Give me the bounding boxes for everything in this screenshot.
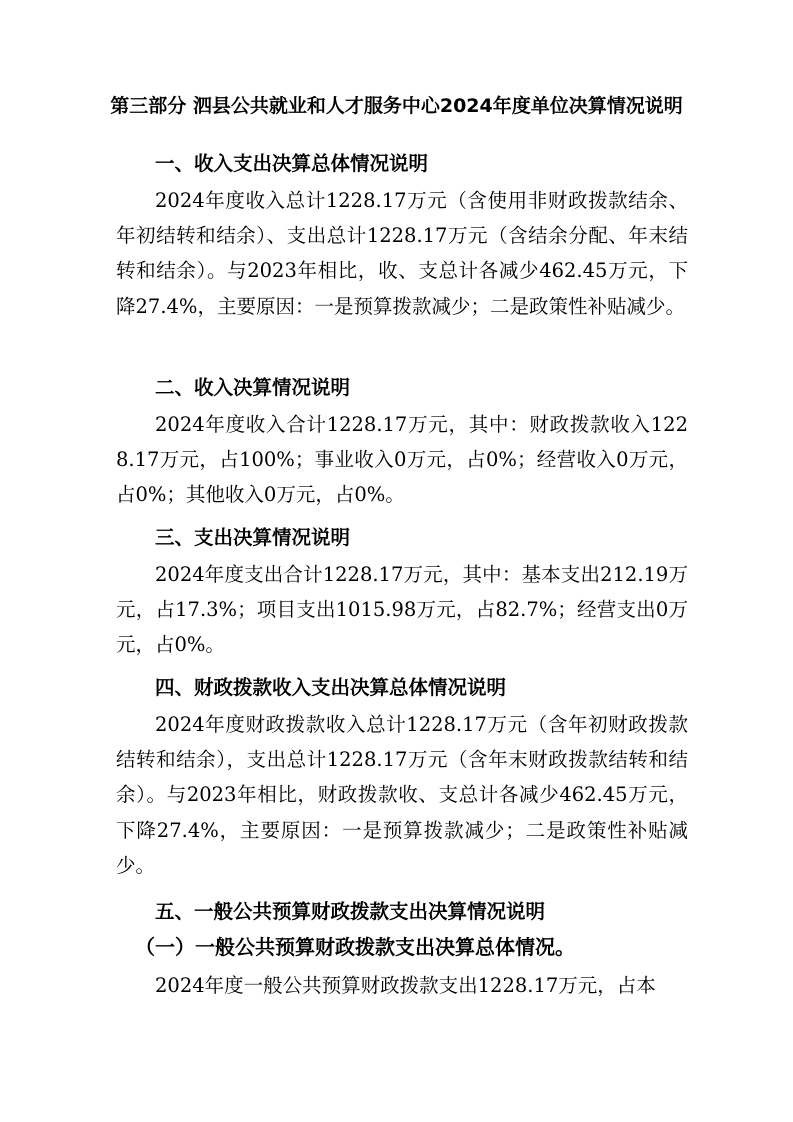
section-paragraph-4: 2024年度财政拨款收入总计1228.17万元（含年初财政拨款结转和结余），支出总计1228.17万元（含年末财政拨款结转和结余）。与2023年相比，财政拨款收、支总计各减少462.45万元，下降27.4%，主要原因：一是预算拨款减少；二是政策性补贴减少。 — [116, 713, 688, 877]
section-paragraph-3: 2024年度支出合计1228.17万元，其中：基本支出212.19万元，占17.3%；项目支出1015.98万元，占82.7%；经营支出0万元，占0%。 — [116, 563, 688, 657]
section-paragraph-1: 2024年度收入总计1228.17万元（含使用非财政拨款结余、年初结转和结余）、支出总计1228.17万元（含结余分配、年末结转和结余）。与2023年相比，收、支总计各减少462.45万元，下降27.4%，主要原因：一是预算拨款减少；二是政策性补贴减少。 — [116, 189, 688, 318]
section-subheading-5-1: （一）一般公共预算财政拨款支出决算总体情况。 — [135, 935, 575, 959]
section-heading-2: 二、收入决算情况说明 — [155, 376, 351, 399]
section-heading-5: 五、一般公共预算财政拨款支出决算情况说明 — [155, 900, 546, 923]
section-heading-1: 一、收入支出决算总体情况说明 — [155, 152, 429, 175]
section-heading-3: 三、支出决算情况说明 — [155, 526, 351, 549]
document-title: 第三部分 泗县公共就业和人才服务中心2024年度单位决算情况说明 — [110, 95, 683, 117]
section-heading-4: 四、财政拨款收入支出决算总体情况说明 — [155, 676, 507, 699]
section-paragraph-2: 2024年度收入合计1228.17万元，其中：财政拨款收入1228.17万元，占100%；事业收入0万元，占0%；经营收入0万元，占0%；其他收入0万元，占0%。 — [116, 413, 688, 507]
section-paragraph-5: 2024年度一般公共预算财政拨款支出1228.17万元，占本 — [155, 974, 656, 997]
